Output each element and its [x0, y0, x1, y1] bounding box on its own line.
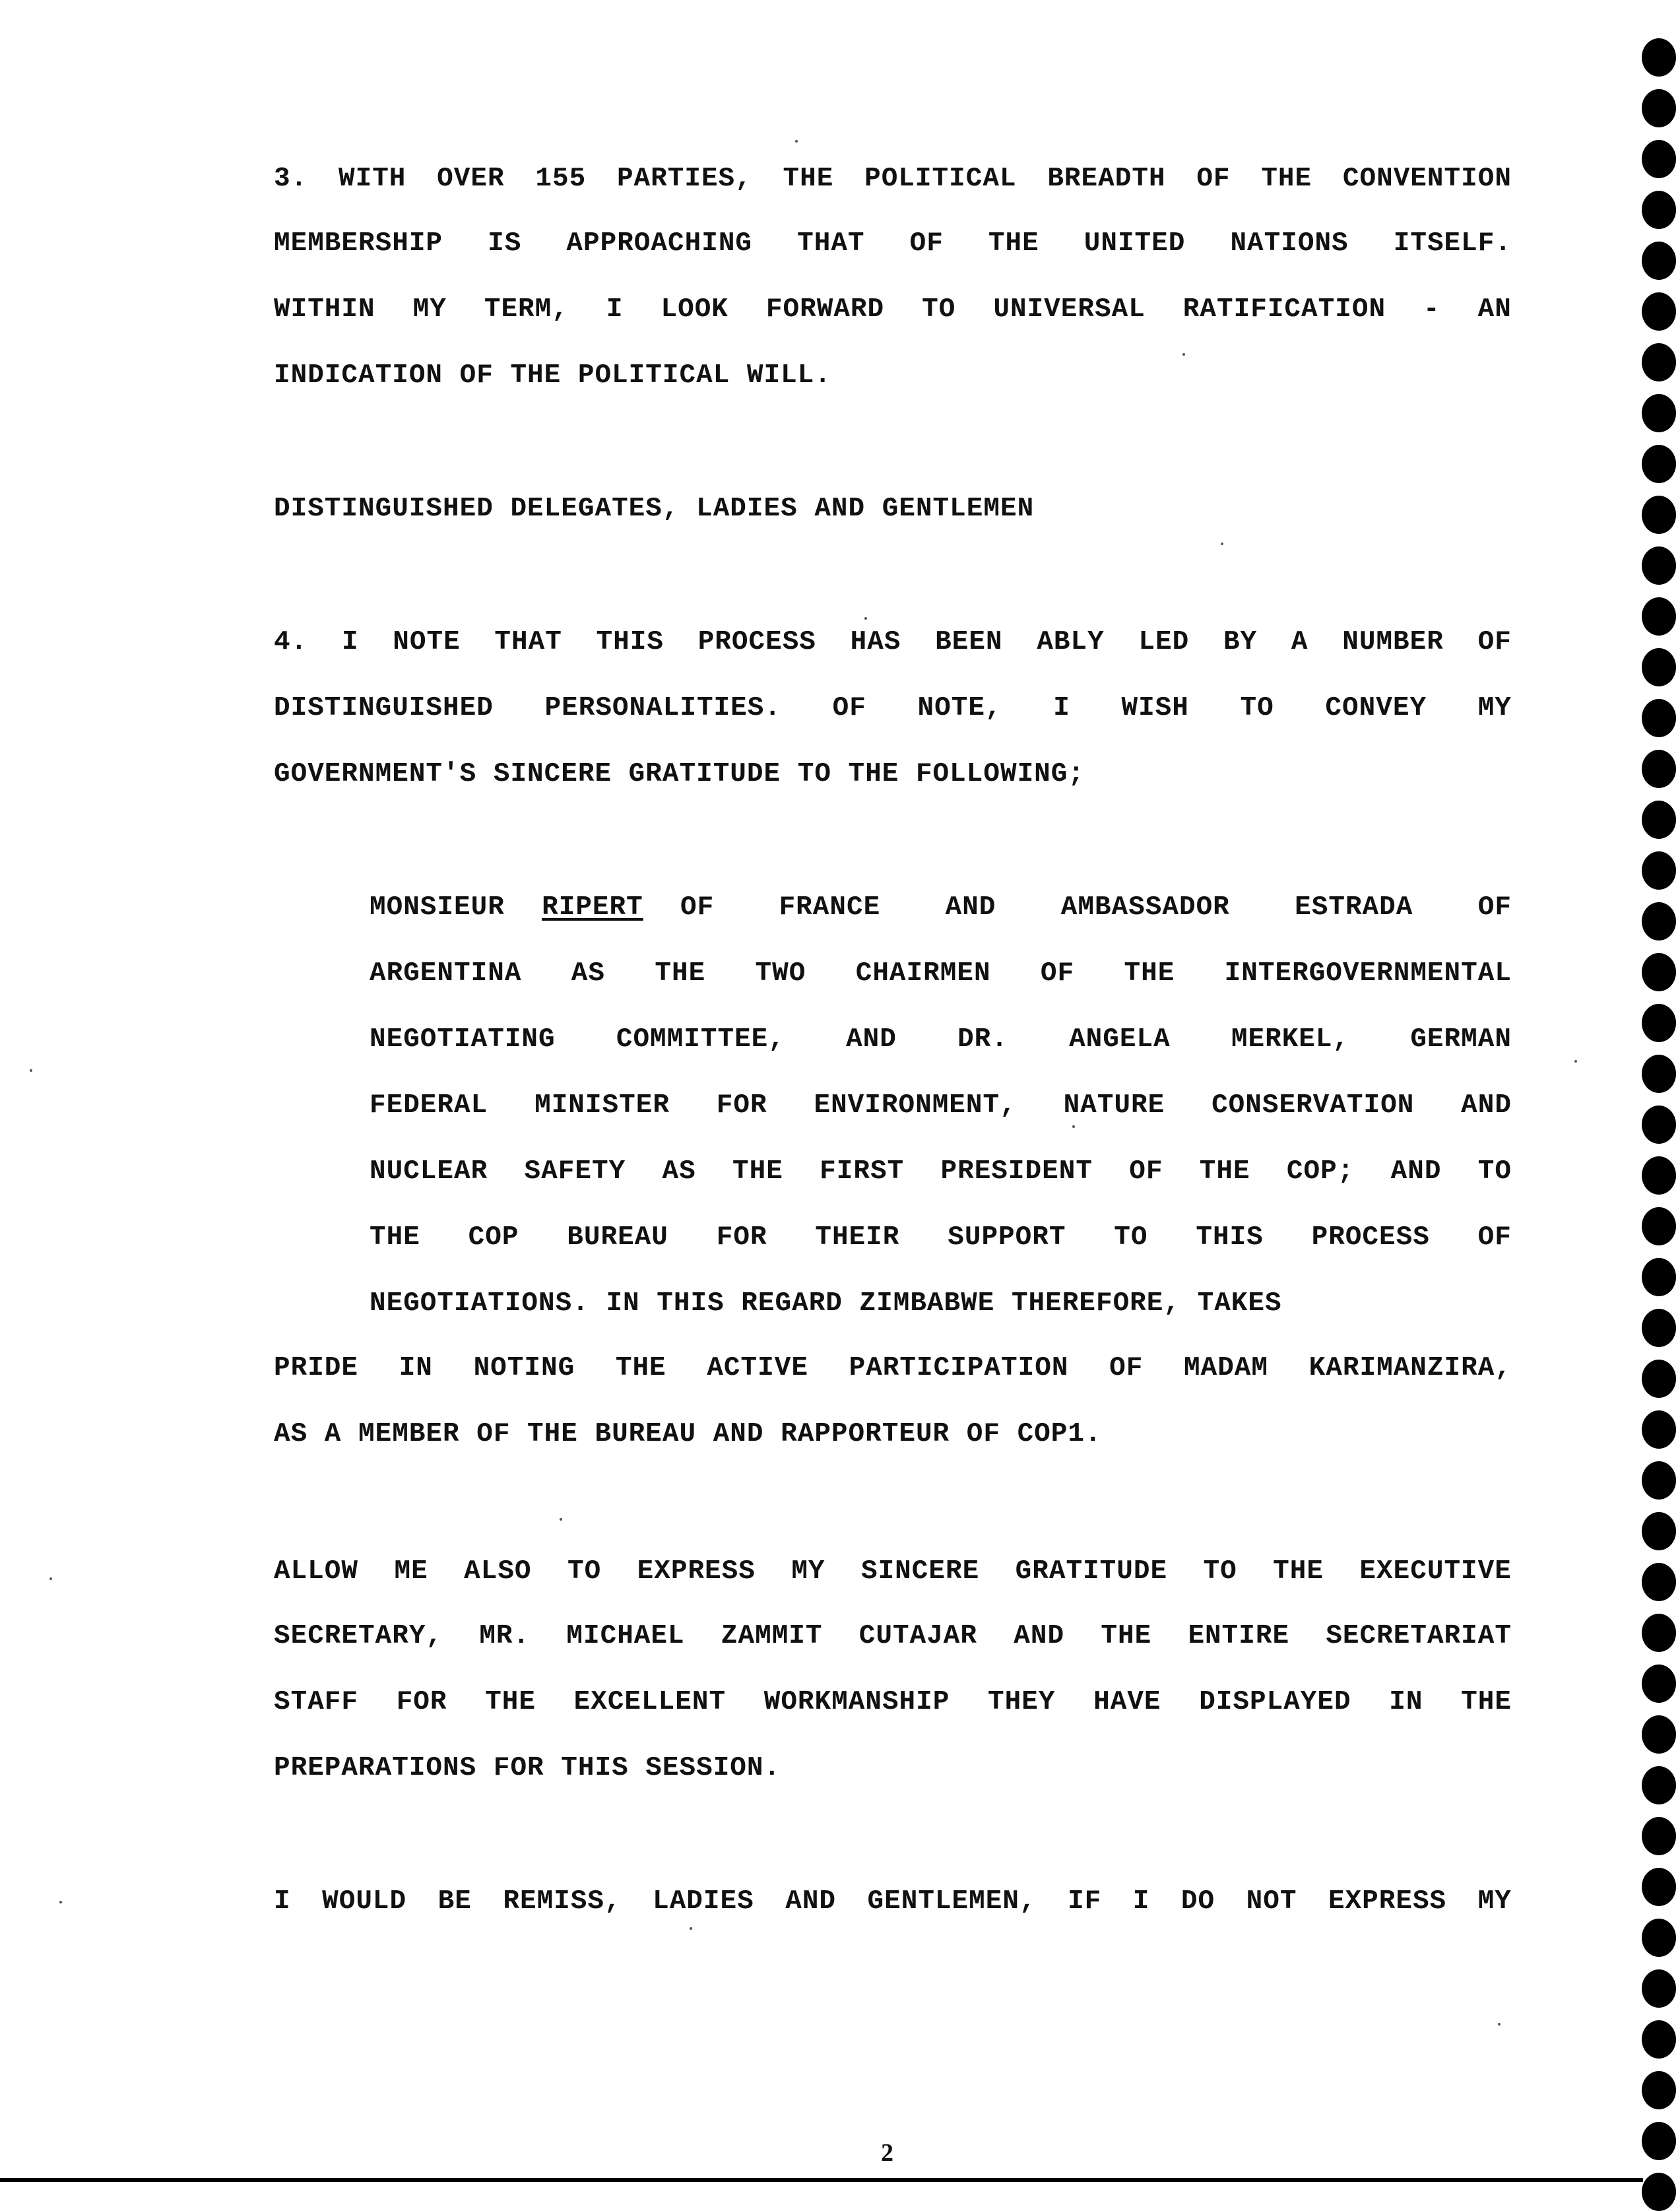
word: WITHIN — [274, 294, 375, 325]
word: THAT — [494, 627, 562, 657]
word: FORWARD — [765, 294, 885, 325]
binder-hole — [1642, 496, 1676, 534]
word: ALSO — [464, 1556, 532, 1587]
word: SECRETARIAT — [1326, 1621, 1512, 1651]
word: MINISTER — [534, 1090, 670, 1121]
word: GENTLEMEN, — [867, 1886, 1037, 1917]
monsieur-word: MONSIEUR — [370, 892, 505, 923]
word: SUPPORT — [948, 1222, 1066, 1253]
word: POLITICAL — [864, 164, 1017, 194]
binder-hole — [1642, 546, 1676, 585]
word: NEGOTIATING — [370, 1024, 556, 1055]
para3-line-2 — [274, 227, 1512, 260]
word: EXECUTIVE — [1359, 1556, 1512, 1587]
word: DO — [1180, 1886, 1215, 1917]
binder-hole — [1642, 445, 1676, 483]
word: COP; — [1286, 1156, 1355, 1187]
word: TO — [922, 294, 956, 325]
word: MY — [1477, 693, 1512, 723]
word: NUCLEAR — [370, 1156, 488, 1187]
word: MERKEL, — [1231, 1024, 1350, 1055]
binder-hole — [1642, 953, 1676, 991]
para3-line-4: INDICATION OF THE POLITICAL WILL. — [274, 360, 831, 391]
indented-line-2 — [370, 957, 1512, 990]
word: PRIDE — [274, 1353, 359, 1383]
word: MICHAEL — [566, 1621, 685, 1651]
word: THIS — [596, 627, 664, 657]
word: TO — [1114, 1222, 1148, 1253]
word: IF — [1068, 1886, 1102, 1917]
word: AND — [785, 1886, 837, 1917]
word: I — [606, 294, 624, 325]
word: ME — [394, 1556, 428, 1587]
word: THE — [988, 228, 1039, 259]
word: OF — [1196, 164, 1231, 194]
gratitude-line-2 — [274, 1620, 1512, 1653]
word: AND — [1461, 1090, 1512, 1121]
scan-speck — [560, 1518, 562, 1521]
word: ENVIRONMENT, — [814, 1090, 1017, 1121]
word: WOULD — [322, 1886, 407, 1917]
word: EXPRESS — [637, 1556, 756, 1587]
word: NOTE, — [917, 693, 1002, 723]
word: THEIR — [815, 1222, 900, 1253]
binder-hole — [1642, 699, 1676, 737]
binder-hole — [1642, 242, 1676, 280]
word: THE — [1461, 1687, 1512, 1717]
word: THE — [1124, 958, 1175, 989]
page-number: 2 — [881, 2139, 893, 2167]
scan-speck — [49, 1577, 52, 1580]
indented-line-6 — [370, 1221, 1512, 1254]
word: NOTE — [393, 627, 461, 657]
indented-line-5 — [370, 1155, 1512, 1188]
word: THE — [370, 1222, 420, 1253]
word: KARIMANZIRA, — [1308, 1353, 1512, 1383]
word: OF — [1477, 1222, 1512, 1253]
word: TO — [1203, 1556, 1237, 1587]
word: THE — [615, 1353, 666, 1383]
word: CONSERVATION — [1212, 1090, 1415, 1121]
word: PARTICIPATION — [849, 1353, 1069, 1383]
word: PARTIES, — [616, 164, 752, 194]
binder-hole — [1642, 801, 1676, 839]
binder-hole — [1642, 394, 1676, 432]
binder-hole — [1642, 1868, 1676, 1906]
binder-hole — [1642, 1715, 1676, 1754]
word: BEEN — [935, 627, 1003, 657]
indented-line-4 — [370, 1089, 1512, 1122]
para4-line-2 — [274, 692, 1512, 725]
binder-hole — [1642, 191, 1676, 229]
indented-line-3 — [370, 1023, 1512, 1056]
word: NATIONS — [1230, 228, 1349, 259]
word: OF — [1040, 958, 1075, 989]
scan-speck — [690, 1927, 692, 1930]
scan-speck — [30, 1069, 32, 1072]
word: TO — [567, 1556, 602, 1587]
word: THE — [783, 164, 834, 194]
indented-line-1-rest — [680, 891, 1512, 924]
binder-hole — [1642, 902, 1676, 940]
word: NUMBER — [1342, 627, 1444, 657]
word: AS — [571, 958, 606, 989]
word: THE — [655, 958, 706, 989]
binder-hole — [1642, 597, 1676, 636]
word: BY — [1223, 627, 1258, 657]
word: NATURE — [1063, 1090, 1165, 1121]
binder-hole — [1642, 750, 1676, 788]
word: ITSELF. — [1393, 228, 1512, 259]
word: FOR — [716, 1222, 767, 1253]
word: THAT — [797, 228, 865, 259]
binder-hole — [1642, 851, 1676, 890]
word: PROCESS — [697, 627, 816, 657]
word: DR. — [957, 1024, 1008, 1055]
word: AND — [1390, 1156, 1442, 1187]
binder-holes — [1642, 0, 1680, 2192]
binder-hole — [1642, 1461, 1676, 1500]
word: FOR — [396, 1687, 447, 1717]
word: HAVE — [1093, 1687, 1161, 1717]
word: ARGENTINA — [370, 958, 522, 989]
binder-hole — [1642, 2173, 1676, 2211]
word: THEY — [988, 1687, 1056, 1717]
word: ESTRADA — [1295, 892, 1413, 923]
word: WISH — [1121, 693, 1189, 723]
word: SINCERE — [860, 1556, 980, 1587]
word: OF — [1477, 892, 1512, 923]
word: ALLOW — [274, 1556, 359, 1587]
binder-hole — [1642, 1512, 1676, 1550]
word: AND — [1014, 1621, 1065, 1651]
word: I — [341, 627, 359, 657]
word: ABLY — [1037, 627, 1105, 657]
word: ANGELA — [1069, 1024, 1171, 1055]
word: UNIVERSAL — [993, 294, 1146, 325]
binder-hole — [1642, 1004, 1676, 1042]
word: CONVENTION — [1342, 164, 1512, 194]
scan-bottom-edge — [0, 2178, 1643, 2182]
word: OVER — [437, 164, 505, 194]
binder-hole — [1642, 1766, 1676, 1804]
word: FRANCE — [779, 892, 881, 923]
word: NOT — [1246, 1886, 1297, 1917]
word: - — [1423, 294, 1440, 325]
word: DISTINGUISHED — [274, 693, 494, 723]
word: UNITED — [1083, 228, 1186, 259]
word: STAFF — [274, 1687, 359, 1717]
word: RATIFICATION — [1182, 294, 1386, 325]
word: MEMBERSHIP — [274, 228, 443, 259]
word: IN — [1389, 1687, 1423, 1717]
binder-hole — [1642, 89, 1676, 127]
word: MR. — [479, 1621, 531, 1651]
binder-hole — [1642, 292, 1676, 331]
binder-hole — [1642, 1156, 1676, 1195]
scan-speck — [1182, 353, 1185, 356]
gratitude-line-4: PREPARATIONS FOR THIS SESSION. — [274, 1753, 781, 1783]
word: 3. — [274, 164, 308, 194]
word: AND — [945, 892, 996, 923]
scan-speck — [1221, 543, 1223, 545]
word: APPROACHING — [566, 228, 753, 259]
salutation: DISTINGUISHED DELEGATES, LADIES AND GENTLEMEN — [274, 494, 1035, 524]
word: THIS — [1196, 1222, 1264, 1253]
binder-hole — [1642, 2071, 1676, 2109]
word: MY — [791, 1556, 825, 1587]
binder-hole — [1642, 1614, 1676, 1652]
scan-speck — [59, 1901, 62, 1903]
word: I — [1053, 693, 1070, 723]
word: OF — [1129, 1156, 1163, 1187]
word: TERM, — [484, 294, 569, 325]
word: MADAM — [1183, 1353, 1269, 1383]
indented-line-7: NEGOTIATIONS. IN THIS REGARD ZIMBABWE THEREFORE, TAKES — [370, 1288, 1282, 1319]
word: CUTAJAR — [858, 1621, 978, 1651]
word: OF — [1477, 627, 1512, 657]
word: COMMITTEE, — [616, 1024, 785, 1055]
word: COP — [468, 1222, 519, 1253]
word: WORKMANSHIP — [763, 1687, 950, 1717]
word: GRATITUDE — [1015, 1556, 1168, 1587]
gratitude-line-1 — [274, 1555, 1512, 1588]
word: ENTIRE — [1188, 1621, 1290, 1651]
binder-hole — [1642, 1207, 1676, 1245]
word: BUREAU — [567, 1222, 668, 1253]
binder-hole — [1642, 343, 1676, 381]
binder-hole — [1642, 1665, 1676, 1703]
word: OF — [832, 693, 866, 723]
word: AMBASSADOR — [1060, 892, 1230, 923]
binder-hole — [1642, 648, 1676, 686]
word: IN — [399, 1353, 433, 1383]
word: BE — [437, 1886, 472, 1917]
ripert-name: RIPERT — [542, 892, 643, 923]
word: TWO — [755, 958, 806, 989]
word: FIRST — [820, 1156, 905, 1187]
binder-hole — [1642, 1309, 1676, 1347]
word: THE — [1273, 1556, 1324, 1587]
word: AND — [846, 1024, 897, 1055]
word: OF — [1109, 1353, 1144, 1383]
word: AS — [662, 1156, 696, 1187]
word: THE — [1101, 1621, 1152, 1651]
word: MY — [412, 294, 447, 325]
word: FEDERAL — [370, 1090, 488, 1121]
binder-hole — [1642, 1410, 1676, 1449]
binder-hole — [1642, 1969, 1676, 2008]
word: PERSONALITIES. — [544, 693, 781, 723]
scan-speck — [864, 617, 867, 620]
word: PROCESS — [1311, 1222, 1430, 1253]
binder-hole — [1642, 140, 1676, 178]
binder-hole — [1642, 1258, 1676, 1296]
gratitude-line-3 — [274, 1686, 1512, 1719]
word: ACTIVE — [707, 1353, 808, 1383]
word: BREADTH — [1047, 164, 1166, 194]
word: SAFETY — [524, 1156, 626, 1187]
word: I — [274, 1886, 291, 1917]
word: HAS — [850, 627, 901, 657]
binder-hole — [1642, 2122, 1676, 2160]
scan-speck — [795, 140, 798, 143]
binder-hole — [1642, 1360, 1676, 1398]
binder-hole — [1642, 2020, 1676, 2059]
continuation-line-1 — [274, 1352, 1512, 1385]
binder-hole — [1642, 1055, 1676, 1093]
word: 155 — [535, 164, 587, 194]
word: INTERGOVERNMENTAL — [1224, 958, 1512, 989]
word: I — [1132, 1886, 1150, 1917]
binder-hole — [1642, 1106, 1676, 1144]
scan-speck — [1574, 1060, 1577, 1063]
word: THE — [1261, 164, 1312, 194]
word: CHAIRMEN — [855, 958, 991, 989]
word: THE — [1199, 1156, 1250, 1187]
scan-speck — [1072, 1125, 1075, 1128]
word: OF — [680, 892, 715, 923]
word: EXCELLENT — [573, 1687, 727, 1717]
binder-hole — [1642, 1563, 1676, 1601]
word: AN — [1477, 294, 1512, 325]
word: REMISS, — [503, 1886, 622, 1917]
word: TO — [1477, 1156, 1512, 1187]
word: THE — [732, 1156, 783, 1187]
word: MY — [1477, 1886, 1512, 1917]
remiss-line — [274, 1885, 1512, 1918]
scan-speck — [1498, 2023, 1501, 2026]
word: DISPLAYED — [1199, 1687, 1351, 1717]
word: WITH — [338, 164, 406, 194]
para3-line-3 — [274, 293, 1512, 326]
word: THE — [485, 1687, 536, 1717]
word: PRESIDENT — [940, 1156, 1093, 1187]
continuation-line-2: AS A MEMBER OF THE BUREAU AND RAPPORTEUR OF COP1. — [274, 1419, 1102, 1449]
binder-hole — [1642, 1817, 1676, 1855]
para4-line-3: GOVERNMENT'S SINCERE GRATITUDE TO THE FOLLOWING; — [274, 759, 1085, 789]
word: OF — [909, 228, 944, 259]
binder-hole — [1642, 38, 1676, 77]
word: A — [1291, 627, 1308, 657]
para3-line-1 — [274, 162, 1512, 195]
word: LED — [1138, 627, 1190, 657]
word: CONVEY — [1325, 693, 1427, 723]
word: NOTING — [473, 1353, 575, 1383]
word: LOOK — [661, 294, 728, 325]
word: EXPRESS — [1328, 1886, 1447, 1917]
word: LADIES — [653, 1886, 754, 1917]
indented-line-1 — [370, 891, 1512, 924]
word: TO — [1240, 693, 1274, 723]
binder-hole — [1642, 1919, 1676, 1957]
word: 4. — [274, 627, 308, 657]
word: SECRETARY, — [274, 1621, 443, 1651]
word: ZAMMIT — [721, 1621, 823, 1651]
para4-line-1 — [274, 626, 1512, 659]
word: IS — [488, 228, 522, 259]
word: GERMAN — [1410, 1024, 1512, 1055]
word: FOR — [716, 1090, 767, 1121]
